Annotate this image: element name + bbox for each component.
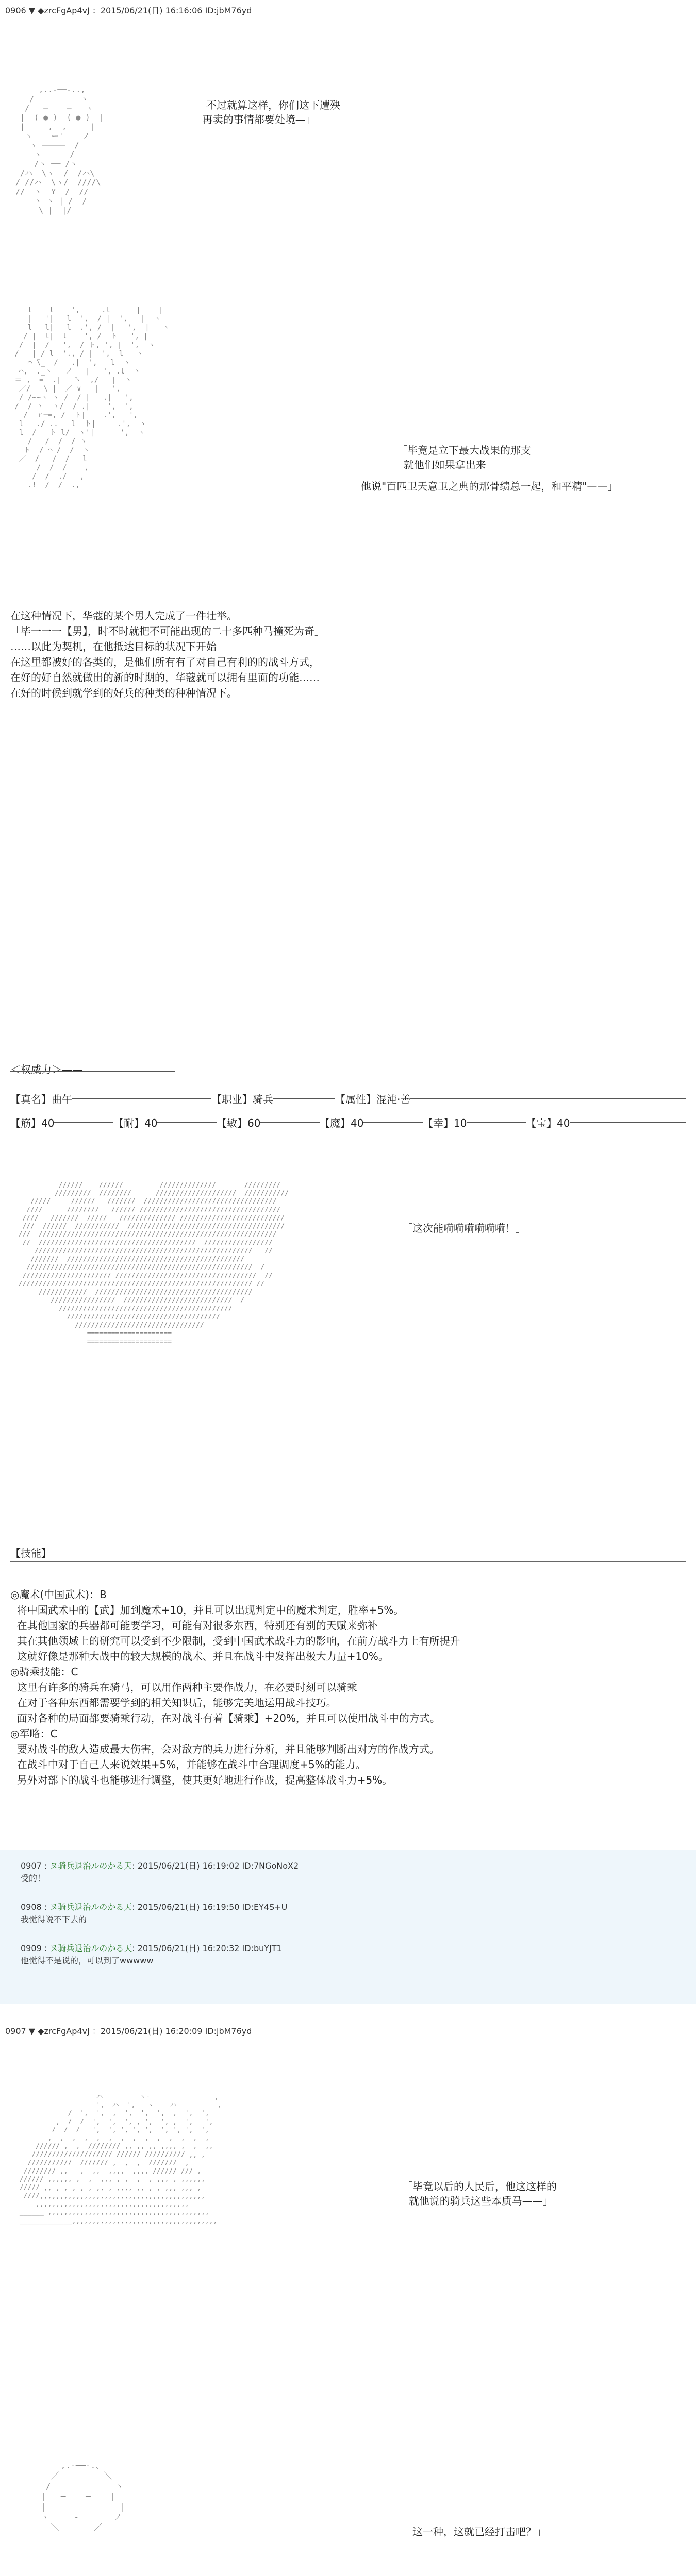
response-text: 他觉得不是说的，可以到了wwwww [21,1956,154,1965]
speech-bubble: 「毕竟是立下最大战果的那支 就他们如果拿出来 [397,444,531,471]
skill-line: 在其他国家的兵器都可能要学习，可能有对很多东西，特别还有别的天赋来弥补 [10,1619,378,1632]
narration-line: 在这里都被好的各类的，是他们所有有了对自己有利的的战斗方式， [10,656,320,668]
stat-agi: 【敏】60 [217,1115,260,1130]
skills-title: 【技能】 [10,1547,52,1560]
response-number: 0908 : [21,1902,50,1912]
stat-name: 【真名】曲午 [10,1091,72,1106]
post-header [5,4,252,16]
skill-line: 将中国武术中的【武】加到魔术+10，并且可以出现判定中的魔术判定，胜率+5%。 [10,1604,404,1616]
narration-block [10,608,681,701]
response-item [21,1942,681,1967]
skill-line: ◎骑乘技能：C [10,1666,78,1678]
speech-bubble: 「这次能嗬嗬嗬嗬嗬嗬！」 [402,1222,526,1234]
speech-bubble: 「毕竟以后的人民后，他这这样的 就他说的骑兵这些本质马——」 [402,2180,557,2207]
response-meta: : 2015/06/21(日) 16:19:50 ID:EY4S+U [132,1902,288,1912]
skill-line: 面对各种的局面都要骑乘行动，在对战斗有着【骑乘】+20%，并且可以使用战斗中的方式。 [10,1712,440,1724]
ascii-art-face: ,.-──-.、 ／ ＼ / ヽ | ━ ━ | | | ヽ ‐ ノ ＼_______／ [41,2461,126,2532]
speech-bubble: 「这一种，这就已经打击吧？」 [402,2526,546,2538]
post-header [5,2025,252,2037]
stat-luk: 【幸】10 [423,1115,467,1130]
ascii-art-horse-rider: ////// ////// ////////////// ///////// ///////// //////// //////////////////// /////////// ///// ////// /////// ///////////////////////////////// //// //////// ////// /////////////////////////////////// //// /////// ///// ////////////// ////////////////////////// /// ////// /////////// /////////////////////////////////////// /// /////////////////////////////////////////////////////////// // /////////////////////////////////////// ///////////////// ////////////////////////////////////////////////////// // /////// //////////////////////////////////////////// //////////////////////////////////////////////////////// / ////////////////////// /////////////////////////////////// // ////////////////////////////////////////////////////////// // //////////// /////////////////////////////////////// //////////////// /////////////////////////// / /////////////////////////////////////////// ////////////////////////////////////// //////////////////////////////// ===================== ===================== [18,1181,289,1346]
skills-divider [10,1561,686,1562]
response-text: 我觉得说不下去的 [21,1914,87,1924]
stat-attr: 【属性】混沌·善 [335,1091,410,1106]
skill-line: 另外对部下的战斗也能够进行调整，使其更好地进行作战，提高整体战斗力+5%。 [10,1774,393,1786]
responses-section [0,1850,696,2004]
skill-line: ◎军略：C [10,1727,58,1740]
response-number: 0909 : [21,1943,50,1953]
stat-np: 【宝】40 [526,1115,570,1130]
stat-end: 【耐】40 [113,1115,157,1130]
skills-block [10,1571,686,1803]
response-text: 受的！ [21,1873,46,1883]
narration-line: 在好的好自然就做出的新的时期的，华蔻就可以拥有里面的功能…… [10,671,320,684]
post-header-text: 0907 ▼ ◆zrcFgAp4vJ ：2015/06/21(日) 16:20:09 ID:jbM76yd [5,2026,252,2036]
stat-divider [10,1071,175,1072]
response-author[interactable]: ヌ骑兵退治ルのかる天 [49,1861,132,1871]
skill-line: 这就好像是那种大战中的较大规模的战术、并且在战斗中发挥出极大力量+10%。 [10,1650,389,1663]
stat-mgc: 【魔】40 [320,1115,363,1130]
narration-line: ……以此为契机，在他抵达目标的状况下开始 [10,640,217,653]
response-meta: : 2015/06/21(日) 16:20:32 ID:buYJT1 [132,1943,282,1953]
skill-line: 要对战斗的敌人造成最大伤害，会对敌方的兵力进行分析，并且能够判断出对方的作战方式。 [10,1743,440,1755]
skill-line: ◎魔术(中国武术)：B [10,1588,107,1601]
response-item [21,1901,681,1926]
ascii-art-crowd: l l ', .l | | | '| l ', / | ', | ヽ l l| l .', / | ', | ヽ / | l| l ', / ト ', | / | / ', / ト, ', | ', ヽ / | / l '., / | ', l ヽ ⌒ ̄\_ / .| ', l ヽ ⌒, ._ヽ ノ | ', .l ヽ ＝ , = .| ̄ヽ ,/ | ヽ ／/ \ | ／ ∨ | ', / /~~ヽ ヽ / / | .| ', / / ヽ ヽ/ / .| ', ', / ｒ─=, / ト| .', ', l ./ .. _l ト| .', ヽ l / ト l/ ヽ'| ', ヽ / / / / ヽ ト / ⌒ / / ヽ ／ / / / l / / / , / / ./ , .! / / ., [14,306,170,489]
skill-line: 这里有许多的骑兵在骑马，可以用作两种主要作战力，在必要时刻可以骑乘 [10,1681,357,1693]
response-number: 0907 : [21,1861,50,1871]
response-author[interactable]: ヌ骑兵退治ルのかる天 [49,1943,132,1953]
response-author[interactable]: ヌ骑兵退治ルのかる天 [49,1902,132,1912]
ascii-art-warrior: ハ ヽ- , ', ハ ', ヽ ハ , / ', ', , ', ', ', , ', ', , / / ', ', ', , ', ', , ', ', / / / ', ', ', ', ', ', ', ', ', , , , , , , , , , , , , , , ////// , , //////// ,, ,, ,, ,,,, , , ,, //////////////////// ////// ////////// ,, , /////////// /////// , , , /////// , //////// ,, , ,, ,,,, ,,,, ////// /// , ////// ,,,,,, , , ,,, , , , , ,,, , ,,,,,, ///// ,, , , , , , ,, , ,,,, ,, , , ,,, ,,, , ////,,,,,,,,,,,,,,,,,,,,,,,,,,,,,,,,,,,,,,,,, ,,,,,,,,,,,,,,,,,,,,,,,,,,,,,,,,,,,,,, ______ ,,,,,,,,,,,,,,,,,,,,,,,,,,,,,,,,,,,,,,,, _____________,,,,,,,,,,,,,,,,,,,,,,,,,,,,,,,,,,,, [19,2093,222,2225]
stat-job: 【职业】骑兵 [211,1091,273,1106]
response-item [21,1860,681,1885]
stat-str: 【筋】40 [10,1115,54,1130]
speech-bubble: 他说"百匹卫天意卫之典的那骨绩总一起，和平精"——」 [361,480,618,493]
stat-title: ＜权威力＞—— [10,1061,82,1076]
speech-bubble: 「不过就算这样，你们这下遭殃 再卖的事情都要处境—」 [196,99,340,126]
response-meta: : 2015/06/21(日) 16:19:02 ID:7NGoNoX2 [132,1861,299,1871]
post-header-text: 0906 ▼ ◆zrcFgAp4vJ ：2015/06/21(日) 16:16:06 ID:jbM76yd [5,6,252,15]
skill-line: 在战斗中对于自己人来说效果+5%，并能够在战斗中合理调度+5%的能力。 [10,1758,366,1771]
ascii-art-face: ,..-──-.., / ヽ / ─ ─ ヽ | ( ● ) ( ● ) | | , , | ヽ ー' ノ ヽ ───── / ヽ / _ /ヽ ── /ヽ_ /ハ \ヽ / /ハ\ / //ハ \ヽ/ ////\ // ヽ Y / // ヽ ヽ | / / \ | |/ [15,85,104,215]
narration-line: 「毕一一一【男】，时不时就把不可能出现的二十多匹种马撞死为奇」 [10,625,325,637]
narration-line: 在好的时候到就学到的好兵的种类的种种情况下。 [10,687,237,699]
stat-sheet [10,1061,686,1144]
skill-line: 其在其他领域上的研究可以受到不少限制，受到中国武术战斗力的影响，在前方战斗力上有所提升 [10,1635,460,1647]
skill-line: 在对于各种东西都需要学到的相关知识后，能够完美地运用战斗技巧。 [10,1697,337,1709]
narration-line: 在这种情况下，华蔻的某个男人完成了一件壮举。 [10,609,237,622]
